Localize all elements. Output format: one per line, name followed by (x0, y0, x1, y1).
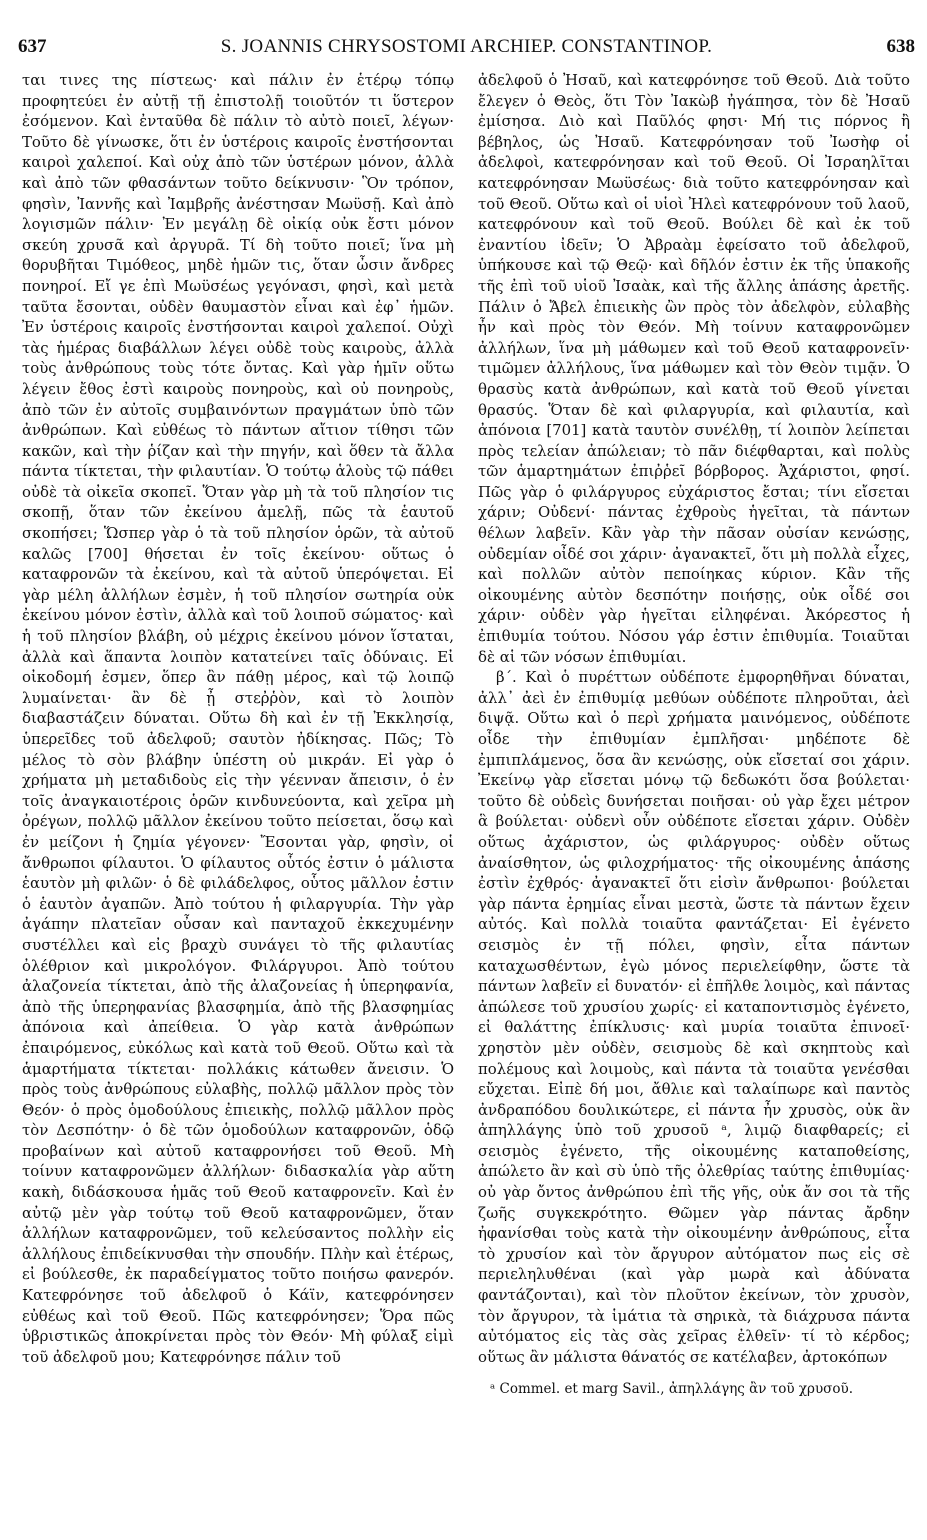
page-number-right: 638 (886, 36, 915, 57)
running-header (18, 36, 915, 64)
right-column (478, 70, 910, 1530)
footnote: ᵃ Commel. et marg Savil., ἀπηλλάγης ἂν τοῦ χρυσοῦ. (490, 1381, 854, 1398)
right-paragraph: β΄. Καὶ ὁ πυρέττων οὐδέποτε ἐμφορηθῆναι δύναται, ἀλλ᾽ ἀεὶ ἐν ἐπιθυμίᾳ μεθύων οὐδέποτε πληροῦται, ἀεὶ διψᾷ. Οὕτω καὶ ὁ περὶ χρήματα μαινόμενος, οὐδέποτε οἶδε τὴν ἐπιθυμίαν ἐμπλῆσαι· μηδέποτε δὲ ἐμπιπλάμενος, ὅσα ἂν κενώσῃς, οὐκ εἴσεταί σοι χάριν. Ἐκείνῳ γὰρ εἴσεται μόνῳ τῷ δεδωκότι ὅσα βούλεται· τοῦτο δὲ οὐδεὶς δυνήσεται ποιῆσαι· οὐ γὰρ ἔχει μέτρον ἃ βούλεται· οὐδενὶ οὖν οὐδέποτε εἴσεται χάριν. Οὐδὲν οὕτως ἀχάριστον, ὡς φιλάργυρος· οὐδὲν οὕτως ἀναίσθητον, ὡς φιλοχρήματος· τῆς οἰκουμένης ἁπάσης ἐστὶν ἐχθρός· ἀγανακτεῖ ὅτι εἰσὶν ἄνθρωποι· βούλεται γὰρ πάντα ἐρημίας εἶναι μεστὰ, ὥστε τὰ πάντων ἔχειν αὐτός. Καὶ πολλὰ τοιαῦτα φαντάζεται· Εἰ ἐγένετο σεισμὸς ἐν τῇ πόλει, φησὶν, εἶτα πάντων καταχωσθέντων, ἐγὼ μόνος περιελείφθην, ὥστε τὰ πάντων λαβεῖν εἰ δυνατόν· εἰ ἐπῆλθε λοιμὸς, καὶ πάντας ἀπώλεσε τοῦ χρυσίου χωρίς· εἰ καταποντισμὸς ἐγένετο, εἰ θαλάττης ἐπίκλυσις· καὶ μυρία τοιαῦτα ἐπινοεῖ· χρηστὸν μὲν οὐδὲν, σεισμοὺς δὲ καὶ σκηπτοὺς καὶ πολέμους καὶ λοιμοὺς, καὶ πάντα τὰ τοιαῦτα γενέσθαι εὔχεται. Εἰπὲ δή μοι, ἄθλιε καὶ ταλαίπωρε καὶ παντὸς ἀνδραπόδου δουλικώτερε, εἰ πάντα ἦν χρυσὸς, οὐκ ἂν ἀπηλλάγης ὑπὸ τοῦ χρυσοῦ ᵃ, λιμῷ διαφθαρείς; εἰ σεισμὸς ἐγένετο, τῆς οἰκουμένης καταποθείσης, ἀπώλετο ἂν καὶ σὺ ὑπὸ τῆς ὀλεθρίας ταύτης ἐπιθυμίας· οὐ γὰρ ὄντος ἀνθρώπου ἐπὶ τῆς γῆς, οὐκ ἄν σοι τὰ τῆς ζωῆς συγκεκρότητο. Θῶμεν γὰρ πάντας ἄρδην ἠφανίσθαι τοὺς κατὰ τὴν οἰκουμένην ἀνθρώπους, εἶτα τὸ χρυσίον καὶ τὸν ἄργυρον αὐτόματον πως εἰς σὲ περιεληλυθέναι (καὶ γὰρ μωρὰ καὶ ἀδύνατα φαντάζονται), καὶ τὸν πλοῦτον ἐκείνων, τὸν χρυσὸν, τὸν ἄργυρον, τὰ ἱμάτια τὰ σηρικὰ, τὰ διάχρυσα πάντα αὐτόματος εἰς τὰς σὰς χεῖρας ἐλθεῖν· τί τὸ κέρδος; οὕτως ἂν μάλιστα θάνατός σε κατέλαβεν, ἀρτοκόπων (478, 668, 910, 1366)
left-paragraph: ται τινες της πίστεως· καὶ πάλιν ἐν ἑτέρῳ τόπῳ προφητεύει ἐν αὐτῇ τῇ ἐπιστολῇ τοιοῦτόν τι ὕστερον ἐσόμενον. Καὶ ἐνταῦθα δὲ πάλιν τὸ αὐτὸ ποιεῖ, λέγων· Τοῦτο δὲ γίνωσκε, ὅτι ἐν ὑστέροις καιροῖς ἐνστήσονται καιροὶ χαλεποί. Καὶ οὐχ ἀπὸ τῶν ὑστέρων μόνον, ἀλλὰ καὶ ἀπὸ τῶν φθασάντων τοῦτο δείκνυσιν· Ὃν τρόπον, φησὶν, Ἰαννῆς καὶ Ἰαμβρῆς ἀνέστησαν Μωϋσῇ. Καὶ ἀπὸ λογισμῶν πάλιν· Ἐν μεγάλῃ δὲ οἰκίᾳ οὐκ ἔστι μόνον σκεύη χρυσᾶ καὶ ἀργυρᾶ. Τί δὴ τοῦτο ποιεῖ; ἵνα μὴ θορυβῆται Τιμόθεος, μηδὲ ἡμῶν τις, ὅταν ὦσιν ἄνδρες πονηροί. Εἴ γε ἐπὶ Μωϋσέως γεγόνασι, φησὶ, καὶ μετὰ ταῦτα ἔσονται, οὐδὲν θαυμαστὸν εἶναι καὶ ἐφ᾽ ἡμῶν. Ἐν ὑστέροις καιροῖς ἐνστήσονται καιροὶ χαλεποί. Οὐχὶ τὰς ἡμέρας διαβάλλων λέγει οὐδὲ τοὺς καιροὺς, ἀλλὰ τοὺς ἀνθρώπους τοὺς τότε ὄντας. Καὶ γὰρ ἡμῖν οὕτω λέγειν ἔθος ἐστὶ καιροὺς πονηροὺς, καὶ οὐ πονηροὺς, ἀπὸ τῶν ἐν αὐτοῖς συμβαινόντων πραγμάτων ὑπὸ τῶν ἀνθρώπων. Καὶ εὐθέως τὸ πάντων αἴτιον τίθησι τῶν κακῶν, καὶ τὴν ῥίζαν καὶ τὴν πηγήν, καὶ ὅθεν τὰ ἄλλα πάντα τίκτεται, τὴν φιλαυτίαν. Ὁ τούτῳ ἁλοὺς τῷ πάθει οὐδὲ τὰ οἰκεῖα σκοπεῖ. Ὅταν γὰρ μὴ τὰ τοῦ πλησίον τις σκοπῇ, ὅταν τῶν ἐκείνου ἀμελῇ, πῶς τὰ ἑαυτοῦ σκοπήσει; Ὥσπερ γὰρ ὁ τὰ τοῦ πλησίον ὁρῶν, τὰ αὐτοῦ καλῶς [700] θήσεται ἐν τοῖς ἐκείνου· οὕτως ὁ καταφρονῶν τὰ ἐκείνου, καὶ τὰ αὐτοῦ ὑπερόψεται. Εἰ γὰρ μέλη ἀλλήλων ἐσμὲν, ἡ τοῦ πλησίον σωτηρία οὐκ ἐκείνου μόνον ἐστὶν, ἀλλὰ καὶ τοῦ λοιποῦ σώματος· καὶ ἡ τοῦ πλησίον βλάβη, οὐ μέχρις ἐκείνου μόνον ἵσταται, ἀλλὰ καὶ ἅπαντα λοιπὸν κατατείνει ταῖς ὀδύναις. Εἰ οἰκοδομή ἐσμεν, ὅπερ ἂν πάθῃ μέρος, καὶ τῷ λοιπῷ λυμαίνεται· ἂν δὲ ᾖ στεῤῥὸν, καὶ τὸ λοιπὸν διαβαστάζειν δύναται. Οὕτω δὴ καὶ ἐν τῇ Ἐκκλησίᾳ, ὑπερεῖδες τοῦ ἀδελφοῦ; σαυτὸν ἠδίκησας. Πῶς; Τὸ μέλος τὸ σὸν βλάβην ὑπέστη οὐ μικράν. Εἰ γὰρ ὁ χρήματα μὴ μεταδιδοὺς εἰς τὴν γέενναν ἄπεισιν, ὁ ἐν τοῖς ἀναγκαιοτέροις ὁρῶν κινδυνεύοντα, καὶ χεῖρα μὴ ὀρέγων, πολλῷ μᾶλλον ἐκείνου τοῦτο πείσεται, ὅσῳ καὶ ἐν μείζονι ἡ ζημία γέγονεν· Ἔσονται γὰρ, φησὶν, οἱ ἄνθρωποι φίλαυτοι. Ὁ φίλαυτος οὗτός ἐστιν ὁ μάλιστα ἑαυτὸν μὴ φιλῶν· ὁ δὲ φιλάδελφος, οὗτος μᾶλλον ἐστιν ὁ ἑαυτὸν ἀγαπῶν. Ἀπὸ τούτου ἡ φιλαργυρία. Τὴν γὰρ ἀγάπην πλατεῖαν οὖσαν καὶ πανταχοῦ ἐκκεχυμένην συστέλλει καὶ εἰς βραχὺ συνάγει τὸ τῆς φιλαυτίας ὀλέθριον καὶ μικρολόγον. Φιλάργυροι. Ἀπὸ τούτου ἀλαζονεία τίκτεται, ἀπὸ τῆς ἀλαζονείας ἡ ὑπερηφανία, ἀπὸ τῆς ὑπερηφανίας βλασφημία, ἀπὸ τῆς βλασφημίας ἀπόνοια καὶ ἀπείθεια. Ὁ γὰρ κατὰ ἀνθρώπων ἐπαιρόμενος, εὐκόλως καὶ κατὰ τοῦ Θεοῦ. Οὕτω καὶ τὰ ἁμαρτήματα τίκτεται· πολλάκις κάτωθεν ἄνεισιν. Ὁ πρὸς τοὺς ἀνθρώπους εὐλαβὴς, πολλῷ μᾶλλον πρὸς τὸν Θεόν· ὁ πρὸς ὁμοδούλους ἐπιεικὴς, πολλῷ μᾶλλον πρὸς τὸν Δεσπότην· ὁ δὲ τῶν ὁμοδούλων καταφρονῶν, ὁδῷ προβαίνων καὶ αὐτοῦ καταφρονήσει τοῦ Θεοῦ. Μὴ τοίνυν καταφρονῶμεν ἀλλήλων· διδασκαλία γὰρ αὕτη κακὴ, διδάσκουσα ἡμᾶς τοῦ Θεοῦ καταφρονεῖν. Καὶ ἐν αὐτῷ μὲν γὰρ τούτῳ τοῦ Θεοῦ καταφρονῶμεν, ὅταν ἀλλήλων καταφρονῶμεν, τοῦ κελεύσαντος πολλὴν εἰς ἀλλήλους ἐπιδείκνυσθαι τὴν σπουδήν. Πλὴν καὶ ἑτέρως, εἰ βούλεσθε, ἐκ παραδείγματος τοῦτο ποιήσω φανερόν. Κατεφρόνησε τοῦ ἀδελφοῦ ὁ Κάϊν, κατεφρόνησεν εὐθέως καὶ τοῦ Θεοῦ. Πῶς κατεφρόνησεν; Ὅρα πῶς ὑβριστικῶς ἀποκρίνεται πρὸς τὸν Θεόν· Μὴ φύλαξ εἰμὶ τοῦ ἀδελφοῦ μου; Κατεφρόνησε πάλιν τοῦ (22, 71, 454, 1366)
page-number-left: 637 (18, 36, 47, 57)
running-title: S. JOANNIS CHRYSOSTOMI ARCHIEP. CONSTANTINOP. (220, 36, 713, 57)
right-paragraph: ἀδελφοῦ ὁ Ἠσαῦ, καὶ κατεφρόνησε τοῦ Θεοῦ. Διὰ τοῦτο ἔλεγεν ὁ Θεὸς, ὅτι Τὸν Ἰακὼβ ἠγάπησα, τὸν δὲ Ἠσαῦ ἐμίσησα. Διὸ καὶ Παῦλός φησι· Μή τις πόρνος ἢ βέβηλος, ὡς Ἠσαῦ. Κατεφρόνησαν τοῦ Ἰωσὴφ οἱ ἀδελφοὶ, κατεφρόνησαν καὶ τοῦ Θεοῦ. Οἱ Ἰσραηλῖται κατεφρόνησαν Μωϋσέως· διὰ τοῦτο κατεφρόνησαν καὶ τοῦ Θεοῦ. Οὕτω καὶ οἱ υἱοὶ Ἠλεὶ κατεφρόνουν τοῦ λαοῦ, κατεφρόνουν καὶ τοῦ Θεοῦ. Βούλει δὲ καὶ ἐκ τοῦ ἐναντίου ἰδεῖν; Ὁ Ἀβραὰμ ἐφείσατο τοῦ ἀδελφοῦ, ὑπήκουσε καὶ τῷ Θεῷ· καὶ δῆλόν ἐστιν ἐκ τῆς ὑπακοῆς τῆς ἐπὶ τοῦ υἱοῦ Ἰσαὰκ, καὶ τῆς ἄλλης ἁπάσης ἀρετῆς. Πάλιν ὁ Ἄβελ ἐπιεικὴς ὢν πρὸς τὸν ἀδελφὸν, εὐλαβὴς ἦν καὶ πρὸς τὸν Θεόν. Μὴ τοίνυν καταφρονῶμεν ἀλλήλων, ἵνα μὴ μάθωμεν καὶ τοῦ Θεοῦ καταφρονεῖν· τιμῶμεν ἀλλήλους, ἵνα μάθωμεν καὶ τὸν Θεὸν τιμᾷν. Ὁ θρασὺς κατὰ ἀνθρώπων, καὶ κατὰ τοῦ Θεοῦ γίνεται θρασύς. Ὅταν δὲ καὶ φιλαργυρία, καὶ φιλαυτία, καὶ ἀπόνοια [701] κατὰ ταυτὸν συνέλθῃ, τί λοιπὸν λείπεται πρὸς τελείαν ἀπώλειαν; τὸ πᾶν διέφθαρται, καὶ πολὺς τῶν ἁμαρτημάτων ἐπιῤῥεῖ βόρβορος. Ἀχάριστοι, φησί. Πῶς γὰρ ὁ φιλάργυρος εὐχάριστος ἔσται; τίνι εἴσεται χάριν; Οὐδενί· πάντας ἐχθροὺς ἡγεῖται, τὰ πάντων θέλων λαβεῖν. Κἂν γὰρ τὴν πᾶσαν οὐσίαν κενώσῃς, οὐδεμίαν οἶδέ σοι χάριν· ἀγανακτεῖ, ὅτι μὴ πολλὰ εἶχες, καὶ πολλῶν αὐτὸν πεποίηκας κύριον. Κἂν τῆς οἰκουμένης αὐτὸν δεσπότην ποιήσῃς, οὐκ οἶδέ σοι χάριν· οὐδὲν γὰρ ἡγεῖται εἰληφέναι. Ἀκόρεστος ἡ ἐπιθυμία τούτου. Νόσου γάρ ἐστιν ἐπιθυμία. Τοιαῦται δὲ αἱ τῶν νόσων ἐπιθυμίαι. (478, 71, 910, 666)
left-column (22, 70, 454, 1530)
